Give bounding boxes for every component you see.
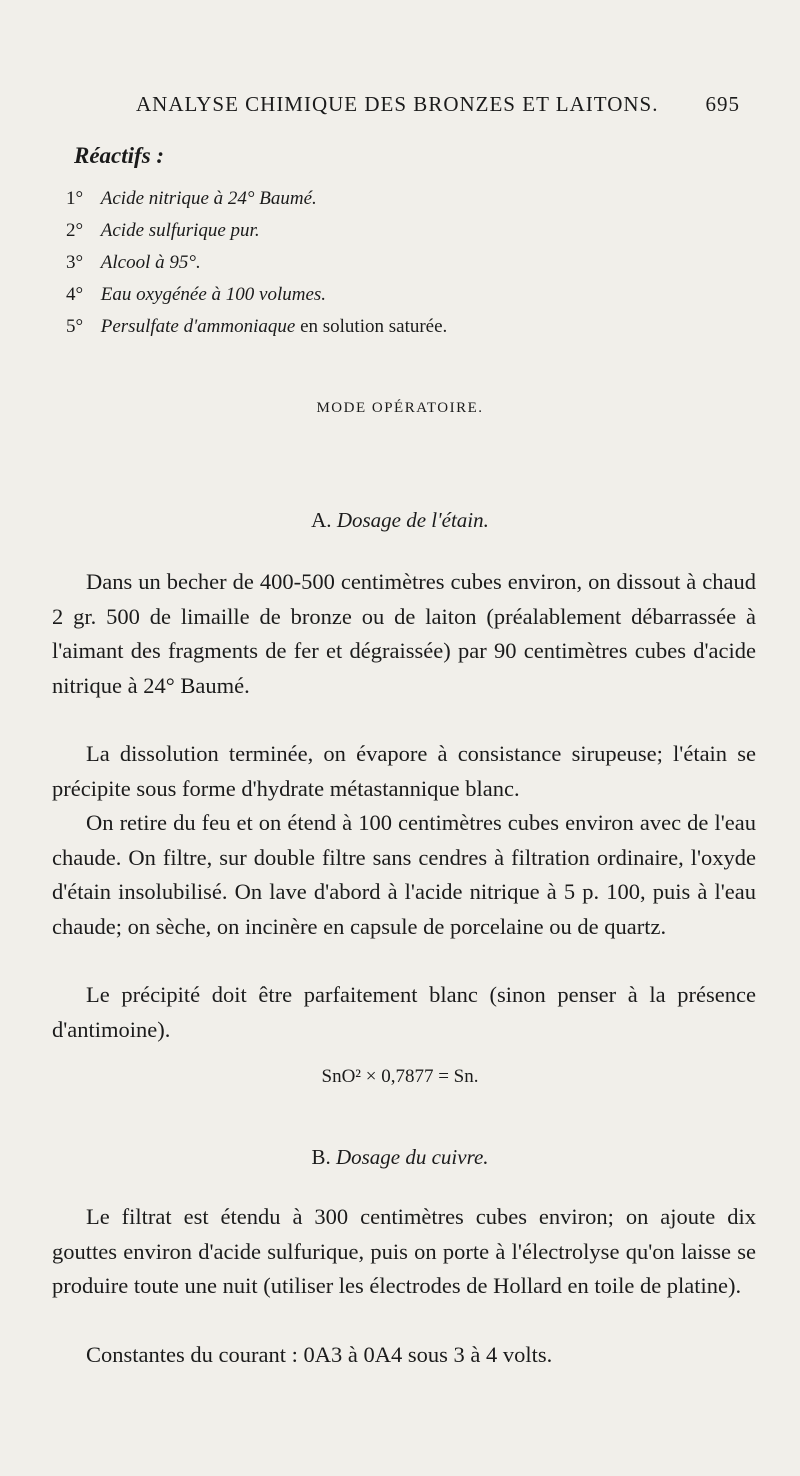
paragraph: Constantes du courant : 0A3 à 0A4 sous 3 à 4 volts. xyxy=(86,1342,553,1367)
reagent-text-italic: Persulfate d'ammoniaque xyxy=(100,316,296,337)
reagent-number: 1° xyxy=(66,188,84,209)
reagent-item xyxy=(66,252,201,274)
paragraph: Dans un becher de 400-500 centimètres cubes environ, on dissout à chaud 2 gr. 500 de limaille de bronze ou de laiton (préalablement débarrassée à l'aimant des fragments de fer et dégraissée) par 90 centimètres cubes d'acide nitrique à 24° Baumé. xyxy=(52,569,756,698)
paragraph: La dissolution terminée, on évapore à consistance sirupeuse; l'étain se précipite sous forme d'hydrate métastannique blanc. xyxy=(52,741,756,801)
section-heading-mode-operatoire: MODE OPÉRATOIRE. xyxy=(316,400,484,416)
reagent-text-plain: en solution saturée. xyxy=(295,316,448,337)
reagent-number: 2° xyxy=(66,220,84,241)
paragraph: Le filtrat est étendu à 300 centimètres cubes environ; on ajoute dix gouttes environ d'acide sulfurique, puis on porte à l'électrolyse qu'on laisse se produire toute une nuit (utiliser les électrodes de Hollard en toile de platine). xyxy=(52,1204,756,1298)
reagent-text: Alcool à 95°. xyxy=(100,252,201,273)
header-title: ANALYSE CHIMIQUE DES BRONZES ET LAITONS. xyxy=(136,92,659,116)
section-a-title xyxy=(0,508,800,533)
reagent-number: 3° xyxy=(66,252,84,273)
section-b-letter: B. xyxy=(311,1145,331,1169)
page-number: 695 xyxy=(705,92,740,116)
formula: SnO² × 0,7877 = Sn. xyxy=(321,1066,479,1087)
reagent-item xyxy=(66,284,326,306)
reagent-text: Eau oxygénée à 100 volumes. xyxy=(100,284,327,305)
reagents-heading: Réactifs : xyxy=(74,143,165,168)
reagent-item xyxy=(66,220,260,242)
paragraph: Le précipité doit être parfaitement blanc (sinon penser à la présence d'antimoine). xyxy=(52,982,756,1042)
reagent-text: Acide sulfurique pur. xyxy=(100,220,260,241)
reagent-text: Acide nitrique à 24° Baumé. xyxy=(100,188,317,209)
reagent-number: 5° xyxy=(66,316,84,337)
section-a-letter: A. xyxy=(311,508,332,532)
section-b-title xyxy=(0,1145,800,1170)
reagent-item xyxy=(66,316,447,338)
paragraph: On retire du feu et on étend à 100 centimètres cubes environ avec de l'eau chaude. On filtre, sur double filtre sans cendres à filtration ordinaire, l'oxyde d'étain insolubilisé. On lave d'abord à l'acide nitrique à 5 p. 100, puis à l'eau chaude; on sèche, on incinère en capsule de porcelaine ou de quartz. xyxy=(52,810,756,939)
section-a-heading: Dosage de l'étain. xyxy=(336,508,489,532)
section-b-heading: Dosage du cuivre. xyxy=(335,1145,489,1169)
reagent-number: 4° xyxy=(66,284,84,305)
reagent-item xyxy=(66,188,317,210)
